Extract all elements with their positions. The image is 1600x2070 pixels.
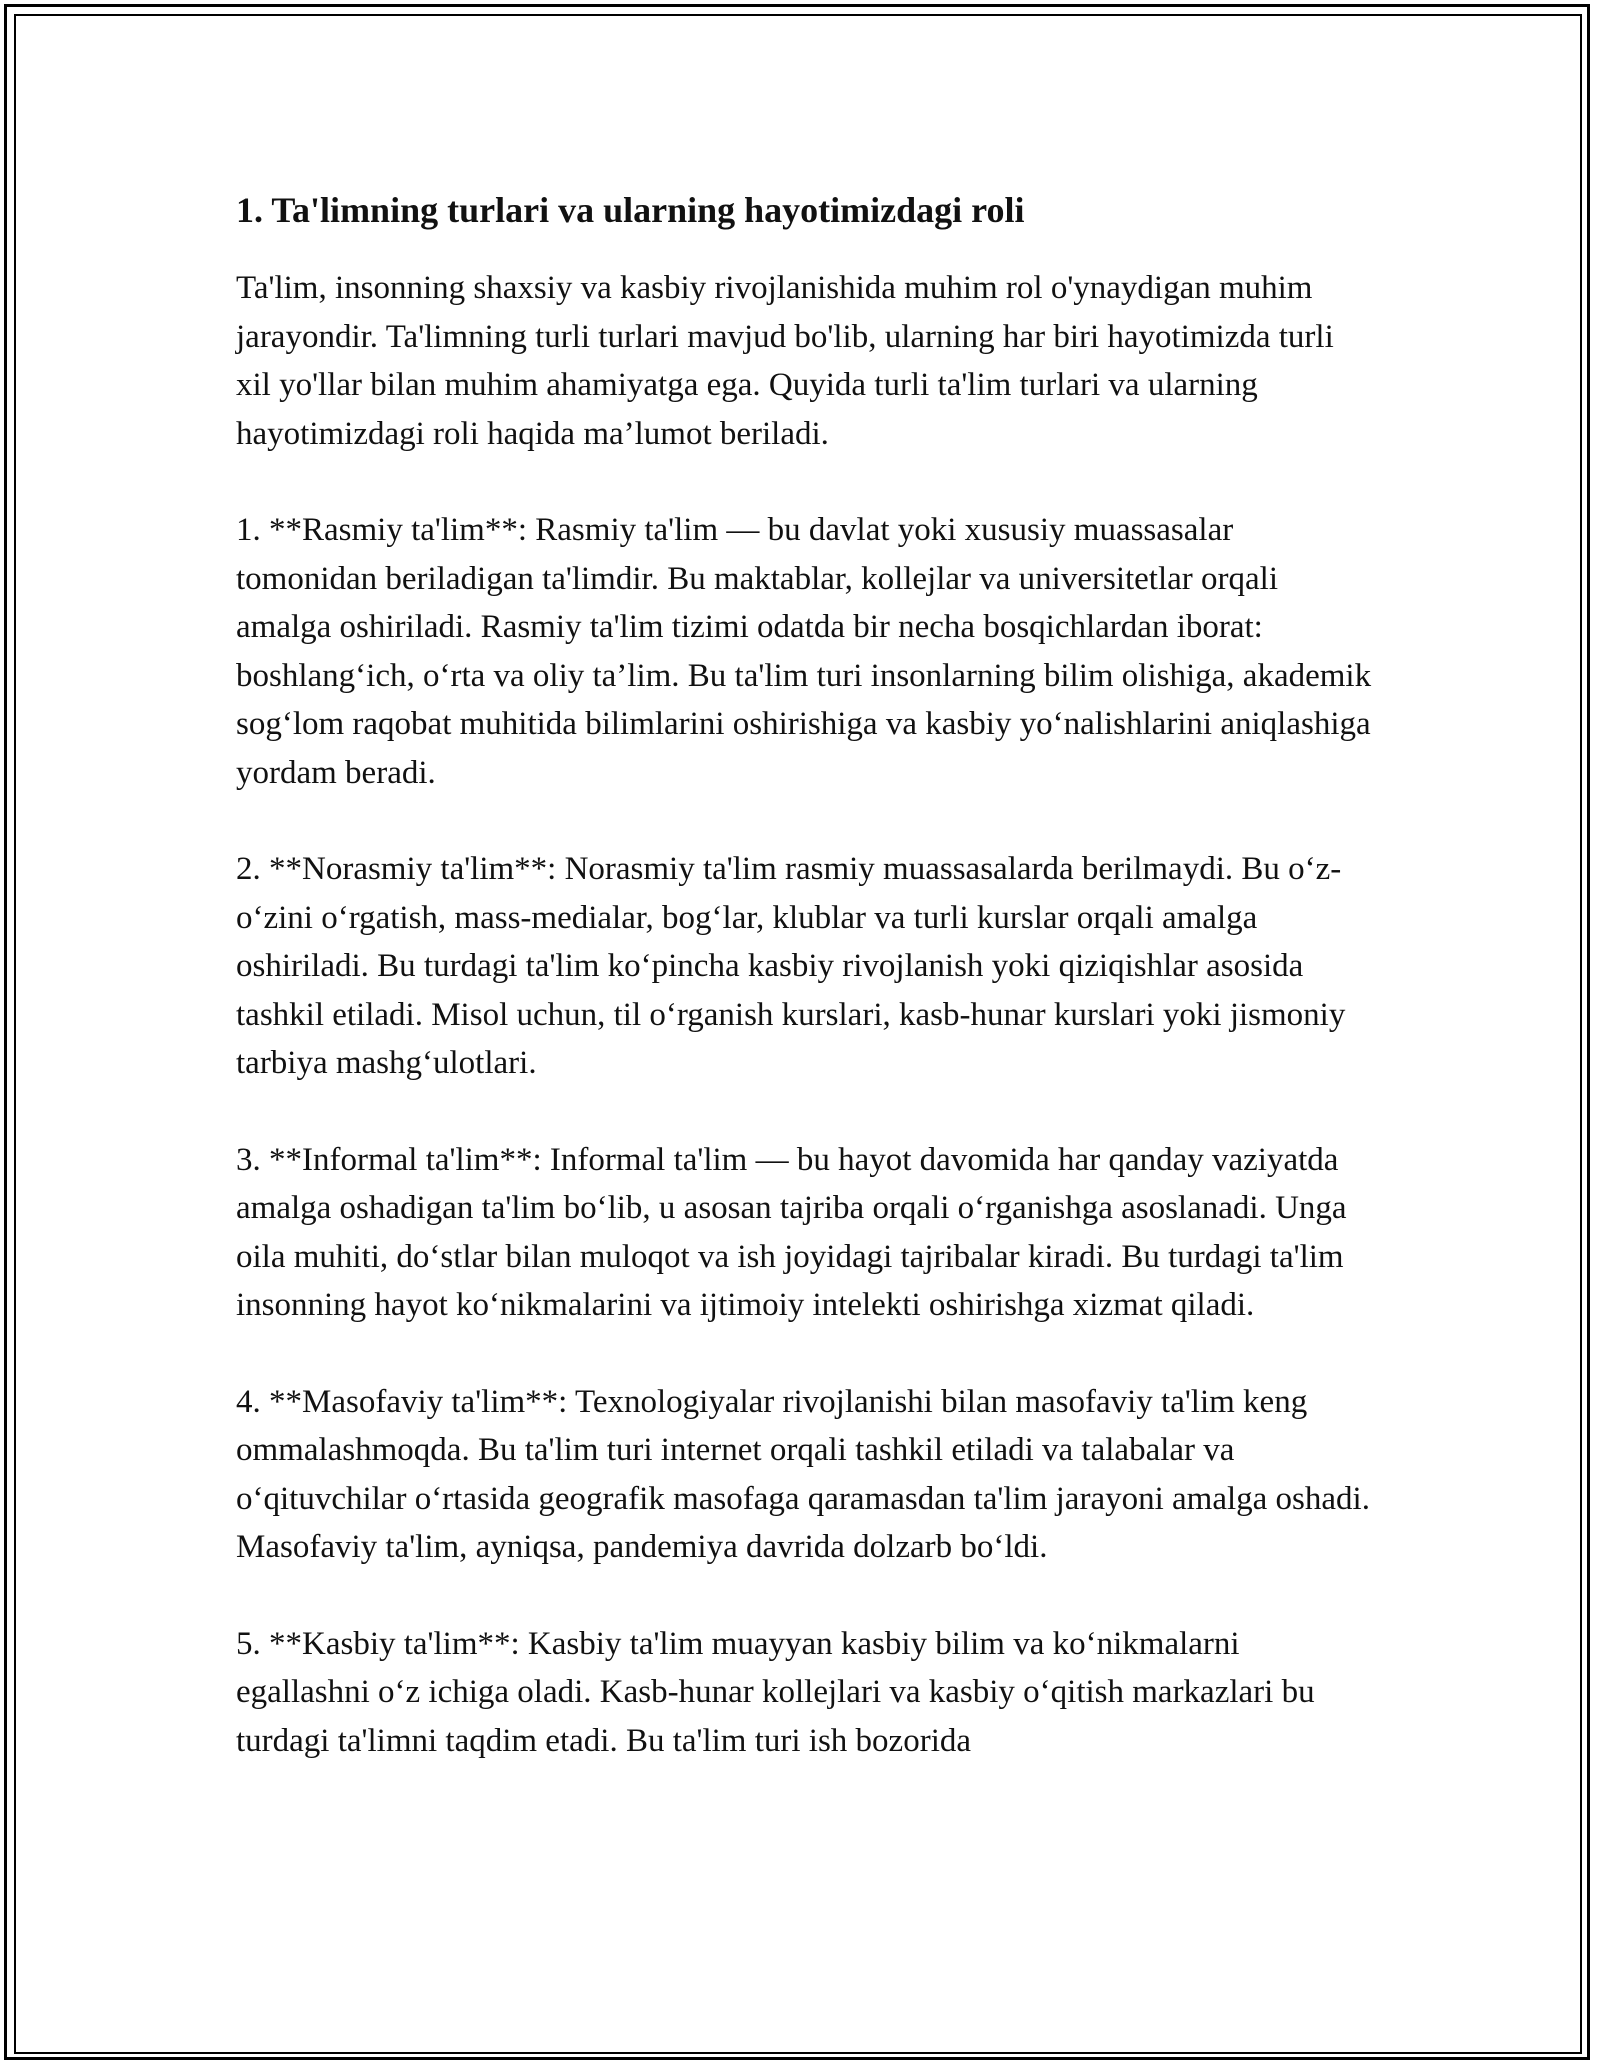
paragraph-informal-education: 3. **Informal ta'lim**: Informal ta'lim — bu hayot davomida har qanday vaziyatda amalga oshadigan ta'lim bo‘lib, u asosan tajriba orqali o‘rganishga asoslanadi. Unga oila muhiti, do‘stlar bilan muloqot va ish joyidagi tajribalar kiradi. Bu turdagi ta'lim insonning hayot ko‘nikmalarini va ijtimoiy intelekti oshirishga xizmat qiladi. — [236, 1141, 1347, 1323]
document-body — [236, 186, 1376, 1765]
paragraph-distance-education: 4. **Masofaviy ta'lim**: Texnologiyalar rivojlanishi bilan masofaviy ta'lim keng ommalashmoqda. Bu ta'lim turi internet orqali tashkil etiladi va talabalar va o‘qituvchilar o‘rtasida geografik masofaga qaramasdan ta'lim jarayoni amalga oshadi. Masofaviy ta'lim, ayniqsa, pandemiya davrida dolzarb bo‘ldi. — [236, 1383, 1370, 1565]
intro-paragraph: Ta'lim, insonning shaxsiy va kasbiy rivojlanishida muhim rol o'ynaydigan muhim jarayondir. Ta'limning turli turlari mavjud bo'lib, ularning har biri hayotimizda turli xil yo'llar bilan muhim ahamiyatga ega. Quyida turli ta'lim turlari va ularning hayotimizdagi roli haqida ma’lumot beriladi. — [236, 270, 1334, 452]
paragraph-nonformal-education: 2. **Norasmiy ta'lim**: Norasmiy ta'lim rasmiy muassasalarda berilmaydi. Bu o‘z-o‘zini o‘rgatish, mass-medialar, bog‘lar, klublar va turli kurslar orqali amalga oshiriladi. Bu turdagi ta'lim ko‘pincha kasbiy rivojlanish yoki qiziqishlar asosida tashkil etiladi. Misol uchun, til o‘rganish kurslari, kasb-hunar kurslari yoki jismoniy tarbiya mashg‘ulotlari. — [236, 851, 1346, 1081]
section-heading: 1. Ta'limning turlari va ularning hayotimizdagi roli — [236, 190, 1025, 230]
paragraph-formal-education: 1. **Rasmiy ta'lim**: Rasmiy ta'lim — bu davlat yoki xususiy muassasalar tomonidan beriladigan ta'limdir. Bu maktablar, kollejlar va universitetlar orqali amalga oshiriladi. Rasmiy ta'lim tizimi odatda bir necha bosqichlardan iborat: boshlang‘ich, o‘rta va oliy ta’lim. Bu ta'lim turi insonlarning bilim olishiga, akademik sog‘lom raqobat muhitida bilimlarini oshirishiga va kasbiy yo‘nalishlarini aniqlashiga yordam beradi. — [236, 512, 1372, 791]
paragraph-vocational-education: 5. **Kasbiy ta'lim**: Kasbiy ta'lim muayyan kasbiy bilim va ko‘nikmalarni egallashni o‘z ichiga oladi. Kasb-hunar kollejlari va kasbiy o‘qitish markazlari bu turdagi ta'limni taqdim etadi. Bu ta'lim turi ish bozorida — [236, 1625, 1315, 1759]
